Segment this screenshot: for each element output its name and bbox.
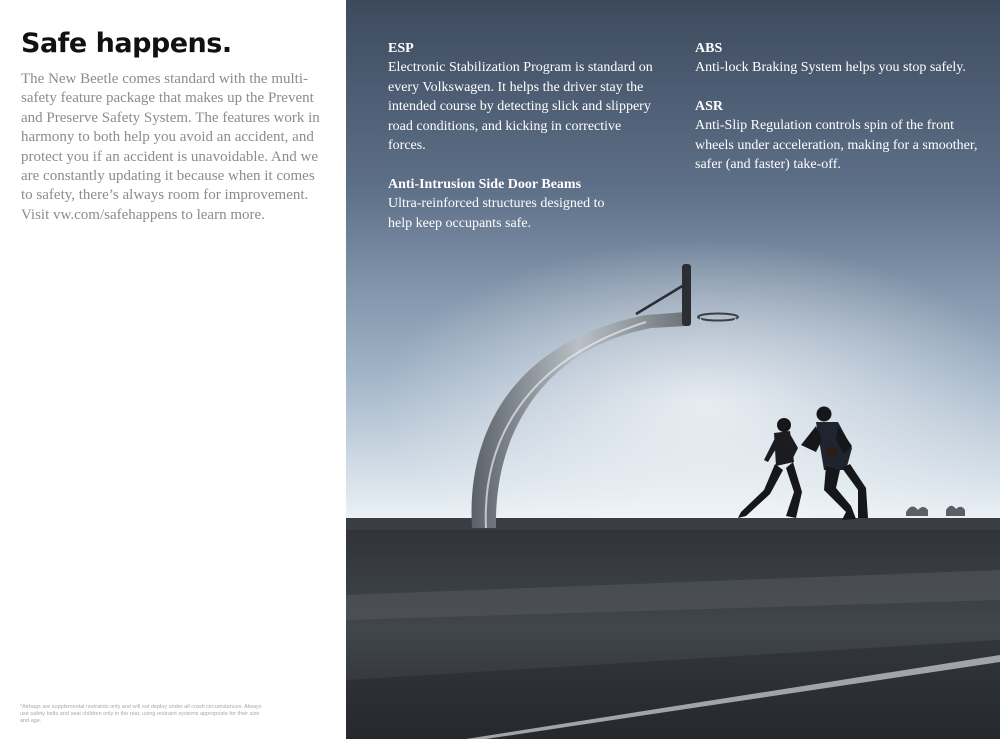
text-panel — [0, 0, 346, 739]
feature-asr-body: Anti-Slip Regulation controls spin of the front wheels under acceleration, making for a smoother, safer (and faster) take-off. — [695, 118, 978, 173]
feature-esp — [388, 39, 658, 155]
intro-paragraph: The New Beetle comes standard with the multi-safety feature package that makes up the Prevent and Preserve Safety System. The features work in harmony to both help you avoid an accident, and protect you if an accident is unavoidable. And we are constantly updating it because when it comes to safety, there’s always room for improvement. Visit vw.com/safehappens to learn more. — [21, 71, 320, 223]
feature-esp-title: ESP — [388, 41, 414, 56]
feature-side-door-beams — [388, 175, 628, 233]
feature-abs-title: ABS — [695, 41, 723, 56]
feature-abs — [695, 39, 985, 78]
feature-asr — [695, 97, 980, 175]
feature-esp-body: Electronic Stabilization Program is standard on every Volkswagen. It helps the driver stay the intended course by detecting slick and slippery road conditions, and kicking in corrective forces. — [388, 60, 653, 154]
feature-beams-title: Anti-Intrusion Side Door Beams — [388, 177, 582, 192]
feature-asr-title: ASR — [695, 99, 724, 114]
headline: Safe happens. — [21, 28, 232, 59]
feature-abs-body: Anti-lock Braking System helps you stop safely. — [695, 60, 966, 76]
feature-beams-body: Ultra-reinforced structures designed to help keep occupants safe. — [388, 196, 605, 231]
footnote: *Airbags are supplemental restraints only and will not deploy under all crash circumstances. Always use safety belts and seat children only in the rear, using restraint systems appropriate for their size and age. — [20, 704, 262, 724]
